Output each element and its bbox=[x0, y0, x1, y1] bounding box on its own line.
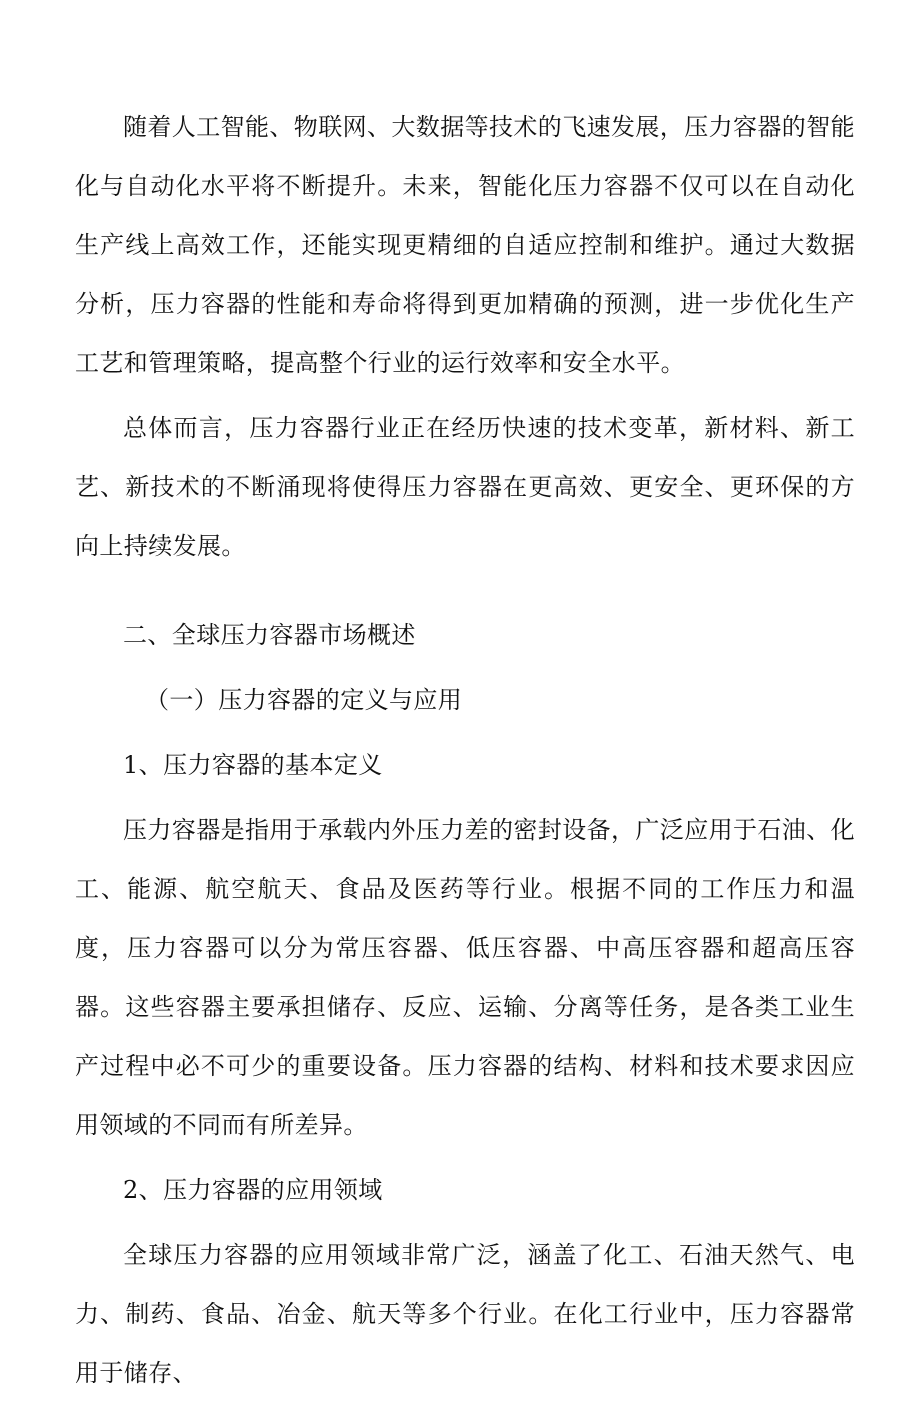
document-page bbox=[75, 98, 855, 1403]
section-heading-global-market: 二、全球压力容器市场概述 bbox=[123, 621, 416, 649]
paragraph-definition: 压力容器是指用于承载内外压力差的密封设备，广泛应用于石油、化工、能源、航空航天、食品及医药等行业。根据不同的工作压力和温度，压力容器可以分为常压容器、低压容器、中高压容器和超高压容器。这些容器主要承担储存、反应、运输、分离等任务，是各类工业生产过程中必不可少的重要设备。压力容器的结构、材料和技术要求因应用领域的不同而有所差异。 bbox=[75, 816, 855, 1139]
paragraph-summary: 总体而言，压力容器行业正在经历快速的技术变革，新材料、新工艺、新技术的不断涌现将使得压力容器在更高效、更安全、更环保的方向上持续发展。 bbox=[75, 414, 855, 560]
paragraph-intelligent-development: 随着人工智能、物联网、大数据等技术的飞速发展，压力容器的智能化与自动化水平将不断提升。未来，智能化压力容器不仅可以在自动化生产线上高效工作，还能实现更精细的自适应控制和维护。通过大数据分析，压力容器的性能和寿命将得到更加精确的预测，进一步优化生产工艺和管理策略，提高整个行业的运行效率和安全水平。 bbox=[75, 113, 855, 377]
spacer bbox=[75, 576, 855, 606]
item-heading-application-fields: 2、压力容器的应用领域 bbox=[123, 1176, 383, 1204]
item-heading-basic-definition: 1、压力容器的基本定义 bbox=[123, 751, 383, 779]
subsection-heading-definition: （一）压力容器的定义与应用 bbox=[145, 686, 463, 714]
paragraph-application-fields: 全球压力容器的应用领域非常广泛，涵盖了化工、石油天然气、电力、制药、食品、冶金、航天等多个行业。在化工行业中，压力容器常用于储存、 bbox=[75, 1241, 855, 1387]
